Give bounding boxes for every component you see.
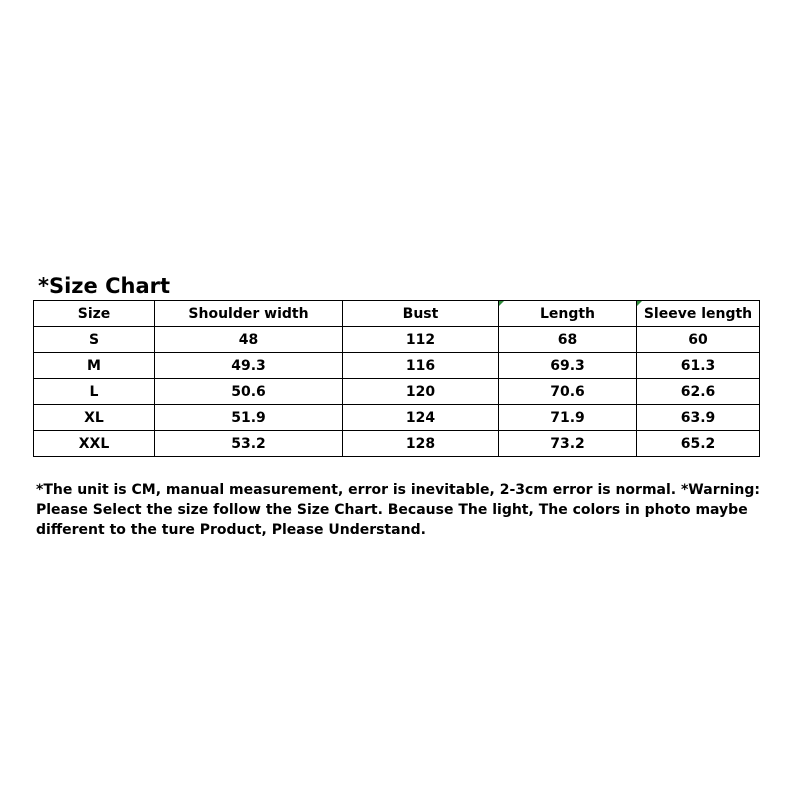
header-shoulder-width: Shoulder width: [155, 301, 343, 327]
cell-sleeve-length: 62.6: [637, 379, 760, 405]
header-bust: Bust: [343, 301, 499, 327]
header-sleeve-length-label: Sleeve length: [643, 305, 753, 322]
size-notes: [36, 480, 766, 540]
cell-sleeve-length: 63.9: [637, 405, 760, 431]
cell-shoulder-width: 49.3: [155, 353, 343, 379]
cell-shoulder-width: 53.2: [155, 431, 343, 457]
header-length: [499, 301, 637, 327]
table-row: [34, 405, 760, 431]
cell-sleeve-length: 60: [637, 327, 760, 353]
note-line: Please Select the size follow the Size Chart. Because The light, The colors in photo maybe: [36, 502, 748, 518]
cell-size: S: [34, 327, 155, 353]
header-sleeve-length: [637, 301, 760, 327]
page-title: *Size Chart: [38, 274, 171, 298]
cell-shoulder-width: 51.9: [155, 405, 343, 431]
cell-marker-icon: [637, 301, 642, 306]
cell-bust: 116: [343, 353, 499, 379]
cell-length: 73.2: [499, 431, 637, 457]
cell-size: L: [34, 379, 155, 405]
cell-length: 68: [499, 327, 637, 353]
cell-size: XXL: [34, 431, 155, 457]
cell-bust: 120: [343, 379, 499, 405]
note-line: different to the ture Product, Please Understand.: [36, 522, 426, 538]
cell-bust: 112: [343, 327, 499, 353]
cell-bust: 124: [343, 405, 499, 431]
table-row: [34, 379, 760, 405]
table-header-row: [34, 301, 760, 327]
header-size: Size: [34, 301, 155, 327]
cell-length: 70.6: [499, 379, 637, 405]
cell-shoulder-width: 50.6: [155, 379, 343, 405]
table-row: [34, 353, 760, 379]
cell-shoulder-width: 48: [155, 327, 343, 353]
cell-bust: 128: [343, 431, 499, 457]
cell-sleeve-length: 65.2: [637, 431, 760, 457]
table-row: [34, 327, 760, 353]
cell-sleeve-length: 61.3: [637, 353, 760, 379]
size-chart-table: [33, 300, 760, 457]
table-row: [34, 431, 760, 457]
cell-size: XL: [34, 405, 155, 431]
note-line: *The unit is CM, manual measurement, error is inevitable, 2-3cm error is normal. *Warning:: [36, 482, 760, 498]
cell-length: 69.3: [499, 353, 637, 379]
header-length-label: Length: [539, 305, 596, 322]
cell-size: M: [34, 353, 155, 379]
cell-marker-icon: [499, 301, 504, 306]
cell-length: 71.9: [499, 405, 637, 431]
